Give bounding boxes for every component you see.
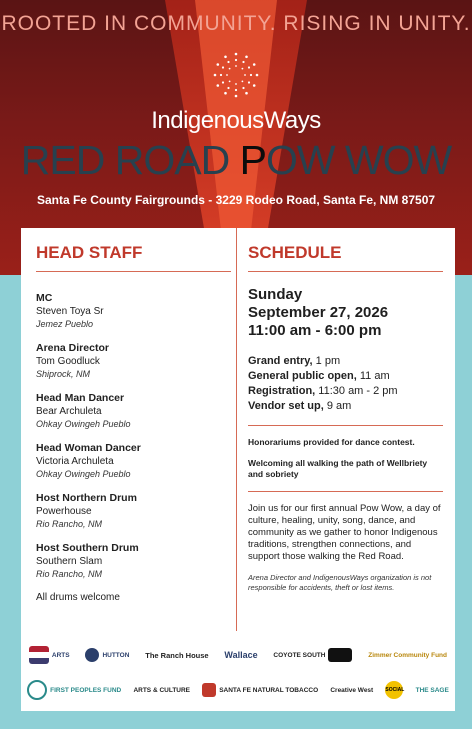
sponsor-strip [21, 631, 455, 711]
staff-role: Host Northern Drum [36, 492, 137, 504]
sponsor-logo: Zimmer Community Fund [368, 651, 447, 659]
sponsor-logo: ARTS & CULTURE [133, 686, 191, 694]
event-time: 11:00 am - 6:00 pm [248, 322, 382, 339]
sponsor-logo: FIRST PEOPLES FUND [27, 680, 121, 700]
sponsor-logo: SOCIAL [385, 681, 403, 699]
sponsor-logo: Creative West [330, 686, 374, 694]
staff-item [36, 492, 231, 531]
event-date-block [248, 286, 443, 340]
coyote-icon [328, 648, 352, 662]
staff-item [36, 442, 231, 481]
schedule-notes [248, 437, 443, 480]
head-staff-column [36, 228, 231, 603]
schedule-column [248, 228, 443, 593]
drums-welcome-note: All drums welcome [36, 592, 120, 603]
staff-list [36, 292, 231, 581]
disclaimer-text: Arena Director and IndigenousWays organization is not responsible for accidents, theft or lost items. [248, 573, 432, 592]
staff-location: Ohkay Owingeh Pueblo [36, 419, 131, 429]
staff-location: Shiprock, NM [36, 369, 91, 379]
schedule-item-label: Registration, [248, 385, 316, 397]
tobacco-icon [202, 683, 216, 697]
staff-name: Southern Slam [36, 556, 103, 567]
sponsor-logo: THE SAGE [415, 686, 449, 694]
staff-name: Steven Toya Sr [36, 306, 104, 317]
event-day: Sunday [248, 286, 303, 303]
tagline: ROOTED IN COMMUNITY. RISING IN UNITY. [1, 12, 471, 35]
honorarium-note: Honorariums provided for dance contest. [248, 437, 415, 447]
sponsor-logo: Wallace [224, 649, 258, 660]
schedule-list [248, 354, 443, 414]
sponsor-logo: COYOTE SOUTH [273, 648, 352, 662]
hutton-icon [85, 648, 99, 662]
sponsor-row [21, 675, 455, 705]
column-divider [236, 228, 237, 631]
schedule-item-value: 9 am [326, 400, 352, 412]
schedule-item-value: 11:30 am - 2 pm [318, 385, 398, 397]
schedule-item-label: General public open, [248, 370, 357, 382]
staff-location: Rio Rancho, NM [36, 569, 103, 579]
wellbriety-note: Welcoming all walking the path of Wellbriety and sobriety [248, 458, 428, 479]
staff-item [36, 542, 231, 581]
schedule-item [248, 369, 443, 384]
staff-role: MC [36, 292, 53, 304]
staff-item [36, 342, 231, 381]
schedule-item [248, 354, 443, 369]
event-address: Santa Fe County Fairgrounds - 3229 Rodeo Road, Santa Fe, NM 87507 [36, 193, 436, 207]
divider-rule [248, 425, 443, 426]
schedule-item [248, 384, 443, 399]
schedule-item-label: Vendor set up, [248, 400, 324, 412]
head-staff-heading: HEAD STAFF [36, 243, 231, 272]
flag-icon [29, 646, 49, 664]
staff-role: Arena Director [36, 342, 109, 354]
sponsor-logo: SANTA FE NATURAL TOBACCO [202, 683, 318, 697]
staff-role: Host Southern Drum [36, 542, 139, 554]
event-title-highlight: P [239, 137, 266, 183]
details-card [21, 228, 455, 631]
staff-name: Powerhouse [36, 506, 92, 517]
sunburst-logo-icon [211, 50, 261, 100]
event-title-part1: RED ROAD [20, 137, 240, 183]
event-title-part2: OW WOW [265, 137, 452, 183]
schedule-item-value: 1 pm [315, 355, 341, 367]
invitation-text: Join us for our first annual Pow Wow, a day of culture, healing, unity, song, dance, and community as we gather to honor Indigenous traditions, strengthen connections, and support those walking the Red Road. [248, 503, 441, 562]
staff-location: Ohkay Owingeh Pueblo [36, 469, 131, 479]
event-title [0, 136, 472, 184]
staff-item [36, 392, 231, 431]
schedule-heading: SCHEDULE [248, 243, 443, 272]
staff-location: Rio Rancho, NM [36, 519, 103, 529]
staff-role: Head Man Dancer [36, 392, 125, 404]
event-date: September 27, 2026 [248, 304, 389, 321]
divider-rule [248, 491, 443, 492]
staff-name: Tom Goodluck [36, 356, 100, 367]
staff-name: Bear Archuleta [36, 406, 102, 417]
sponsor-logo: HUTTON [85, 648, 129, 662]
first-peoples-icon [27, 680, 47, 700]
schedule-item-value: 11 am [359, 370, 390, 382]
org-name: IndigenousWays [151, 107, 321, 134]
staff-location: Jemez Pueblo [36, 319, 94, 329]
schedule-item [248, 399, 443, 414]
staff-role: Head Woman Dancer [36, 442, 141, 454]
staff-name: Victoria Archuleta [36, 456, 114, 467]
sponsor-logo: ARTS [29, 646, 70, 664]
staff-item [36, 292, 231, 331]
sponsor-row [21, 641, 455, 669]
sponsor-logo: The Ranch House [145, 650, 209, 660]
schedule-item-label: Grand entry, [248, 355, 313, 367]
